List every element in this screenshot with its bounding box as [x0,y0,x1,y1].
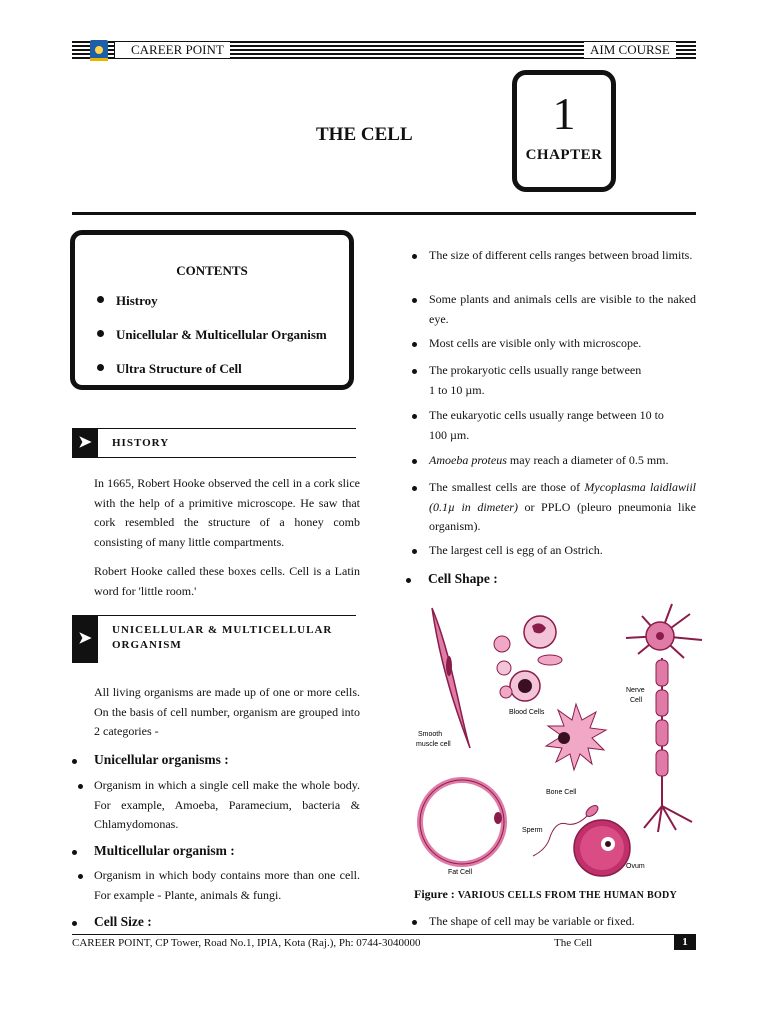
footer-section: The Cell [554,937,593,949]
bullet-icon [412,459,417,464]
bullet-icon [412,254,417,259]
bone-cell [546,704,606,770]
size-bullet: Amoeba proteus may reach a diameter of 0.5 mm. [412,451,696,471]
bullet-icon [412,342,417,347]
section-rule [98,615,356,616]
unicellular-text: Organism in which a single cell make the whole body. For example, Amoeba, Paramecium, bacteria & Chlamydomonas. [76,776,360,835]
chapter-label: CHAPTER [525,147,603,163]
section-header-organism [72,615,356,663]
label-smooth-muscle-2: muscle cell [416,741,451,748]
unicellular-heading: Unicellular organisms : [72,752,229,768]
contents-item: Unicellular & Multicellular Organism [97,327,327,343]
contents-item: Histroy [97,293,158,309]
header-course: AIM COURSE [584,42,676,58]
footer-address: CAREER POINT, CP Tower, Road No.1, IPIA, Kota (Raj.), Ph: 0744-3040000 [72,937,421,949]
label-bone: Bone Cell [546,789,577,796]
cell-size-heading: Cell Size : [72,914,152,930]
bullet-icon [412,486,417,491]
figure-caption: Figure : VARIOUS CELLS FROM THE HUMAN BODY [414,887,678,901]
shape-bullet: The shape of cell may be variable or fixed. [412,912,696,932]
bullet-icon [97,330,104,337]
bullet-icon [78,784,83,789]
contents-heading: CONTENTS [176,263,248,278]
size-bullet: Most cells are visible only with microscope. [412,334,696,354]
page-number: 1 [674,935,696,950]
bullet-icon [412,920,417,925]
bullet-icon [412,369,417,374]
title-divider [72,212,696,215]
size-bullet: The prokaryotic cells usually range between 1 to 10 µm. [412,361,696,400]
size-bullet: The eukaryotic cells usually range between 10 to 100 µm. [412,406,696,445]
section-heading: HISTORY [112,437,170,449]
chapter-number: 1 [552,88,576,139]
label-ovum: Ovum [626,863,645,870]
size-bullet: The smallest cells are those of Mycoplasma laidlawiil (0.1µ in dimeter) or PPLO (pleuro pneumonia like organism). [412,478,696,537]
contents-item: Ultra Structure of Cell [97,361,242,377]
bullet-icon [72,921,77,926]
bullet-icon [412,298,417,303]
label-nerve: Nerve [626,687,645,694]
bullet-icon [97,364,104,371]
label-smooth-muscle: Smooth [418,731,443,738]
arrow-icon: ➤ [72,615,98,663]
bullet-icon [72,759,77,764]
header-brand: CAREER POINT [114,42,230,58]
arrow-icon: ➤ [72,428,98,458]
multicellular-text: Organism in which body contains more than one cell. For example - Plante, animals & fungi. [76,866,360,905]
blood-cell [494,636,510,652]
bullet-icon [412,549,417,554]
organism-intro: All living organisms are made up of one or more cells. On the basis of cell number, organism are grouped into 2 categories - [94,685,360,738]
blood-cell [538,655,562,665]
section-rule [98,428,356,429]
chapter-title: THE CELL [316,124,413,145]
contents-box [70,230,354,390]
history-paragraph: Robert Hooke called these boxes cells. Cell is a Latin word for 'little room.' [94,564,360,598]
human-cells-figure [412,596,708,878]
blood-cell [497,661,511,675]
label-blood-cells: Blood Cells [509,709,545,716]
label-sperm: Sperm [522,827,543,834]
footer-rule [72,934,696,935]
section-header-history [72,428,356,458]
bullet-icon [78,874,83,879]
section-heading: UNICELLULAR & MULTICELLULAR ORGANISM [112,624,333,651]
cell-shape-heading: Cell Shape : [406,571,498,587]
page-footer [72,934,696,950]
career-point-logo [90,40,108,60]
size-bullet: Some plants and animals cells are visible to the naked eye. [412,290,696,329]
multicellular-heading: Multicellular organism : [72,843,235,859]
section-rule [98,457,356,458]
smooth-muscle-cell [432,608,470,748]
blood-cell [500,686,512,698]
label-fat: Fat Cell [448,869,473,876]
bullet-icon [412,414,417,419]
bullet-icon [97,296,104,303]
bullet-icon [406,578,411,583]
logo-underline [90,58,108,61]
chapter-badge [512,70,616,192]
size-bullet: The largest cell is egg of an Ostrich. [412,541,696,561]
smooth-muscle-nucleus [446,656,452,676]
label-nerve-2: Cell [630,697,643,704]
history-paragraph: In 1665, Robert Hooke observed the cell in a cork slice with the help of a primitive microscope. He saw that cork resembled the structure of a honey comb consisting of many little compartments. [94,476,360,549]
size-bullet: The size of different cells ranges between broad limits. [412,246,696,266]
bullet-icon [72,850,77,855]
